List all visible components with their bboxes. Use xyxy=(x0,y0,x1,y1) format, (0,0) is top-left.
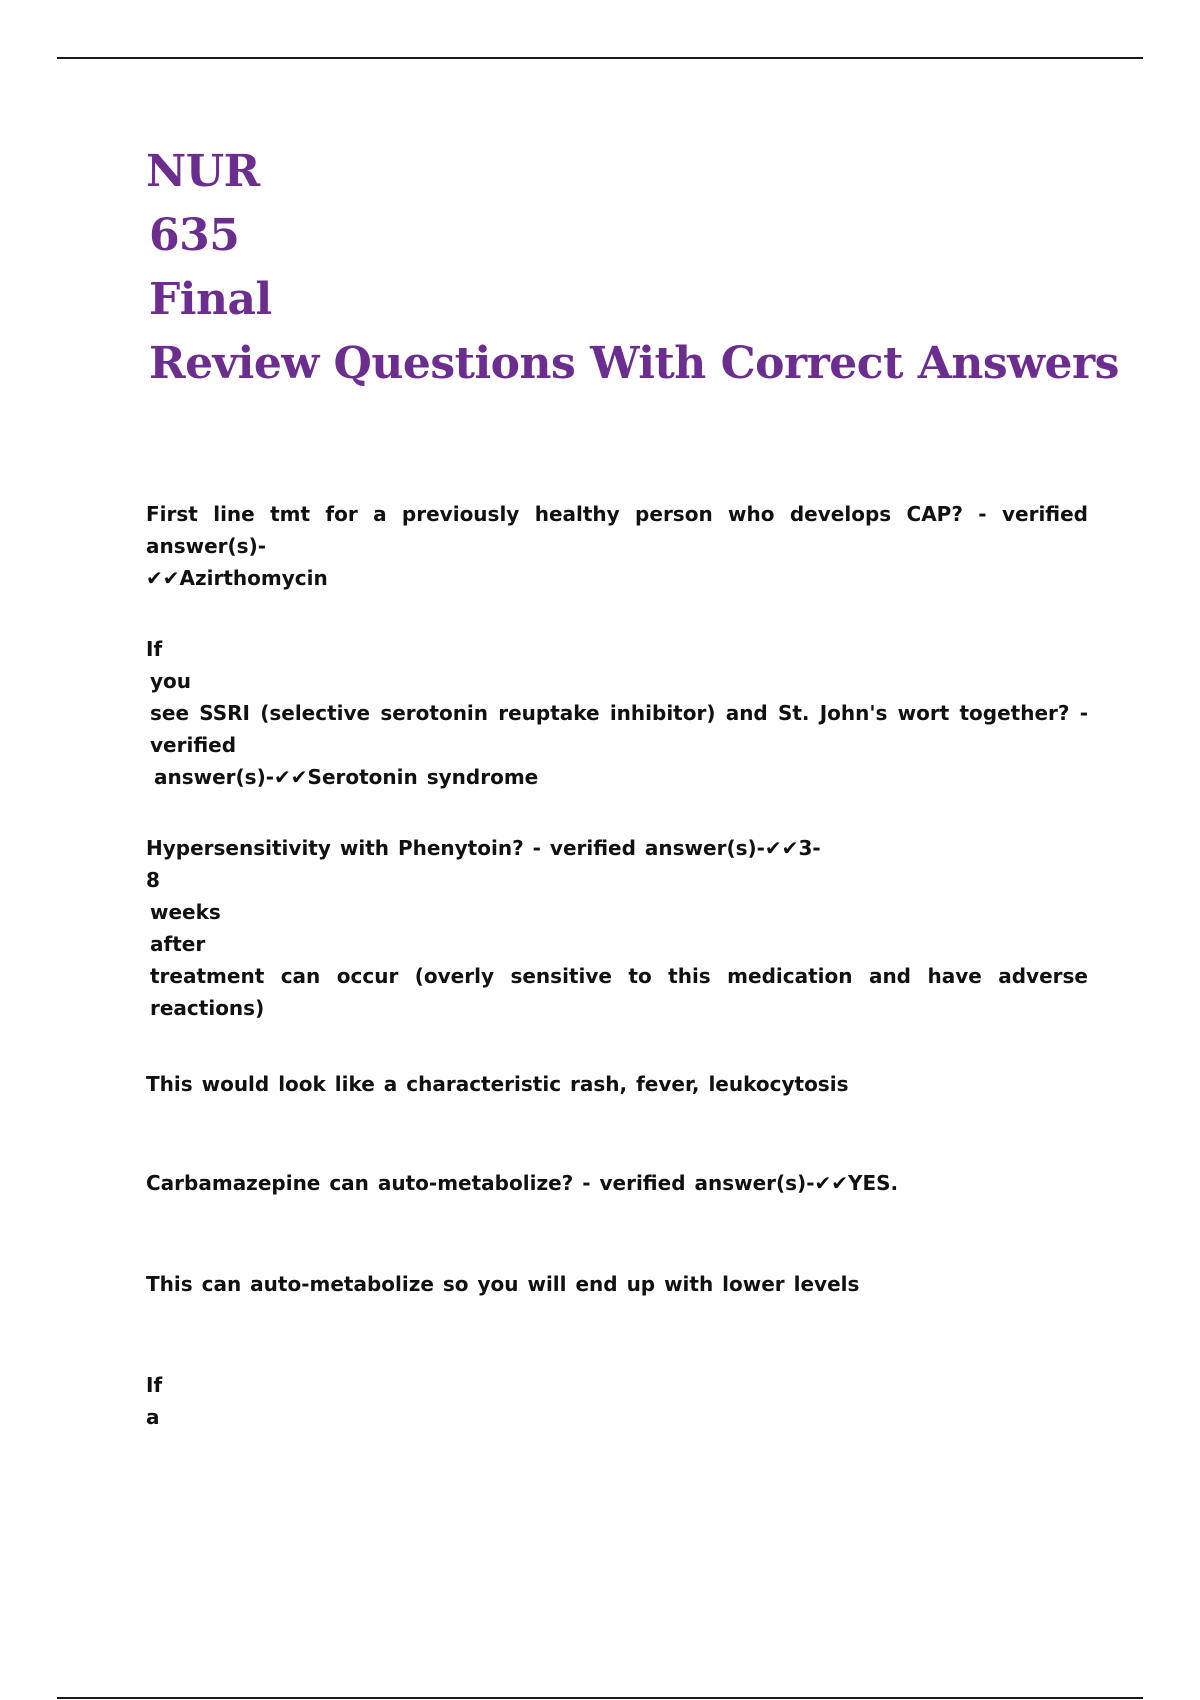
question-text-line-3: see SSRI (selective serotonin reuptake inhibitor) and St. John's wort together? - verified xyxy=(150,701,1088,757)
title-line-3: Final xyxy=(149,274,272,325)
title-line-1: NUR xyxy=(146,146,260,197)
answer-text-line-2: 8 xyxy=(146,868,160,892)
question-ssri-st-johns-wort xyxy=(146,633,1088,793)
paragraph-auto-metabolize xyxy=(146,1268,1088,1300)
header-rule xyxy=(57,57,1143,59)
paragraph-rash-description xyxy=(146,1068,1088,1100)
answer-text: answer(s)-✔✔Serotonin syndrome xyxy=(154,765,539,789)
question-text: Carbamazepine can auto-metabolize? - verified answer(s)-✔✔YES. xyxy=(146,1171,899,1195)
question-text-line-2: you xyxy=(150,669,192,693)
question-carbamazepine xyxy=(146,1167,1088,1199)
question-phenytoin-hypersensitivity xyxy=(146,832,1088,1024)
document-title xyxy=(146,140,1119,396)
question-text-line-1: Hypersensitivity with Phenytoin? - verified answer(s)-✔✔3- xyxy=(146,836,821,860)
title-line-4: Review Questions With Correct Answers xyxy=(149,338,1119,389)
question-text-line-2: a xyxy=(146,1405,160,1429)
paragraph-text: This would look like a characteristic rash, fever, leukocytosis xyxy=(146,1072,849,1096)
question-cap-treatment xyxy=(146,498,1088,594)
question-text-line-1: If xyxy=(146,1373,163,1397)
question-partial xyxy=(146,1369,1088,1433)
question-text-line-1: If xyxy=(146,637,163,661)
paragraph-text: This can auto-metabolize so you will end up with lower levels xyxy=(146,1272,860,1296)
title-line-2: 635 xyxy=(149,210,240,261)
footer-rule xyxy=(57,1697,1143,1699)
question-text: First line tmt for a previously healthy person who develops CAP? - verified answer(s)- xyxy=(146,502,1088,558)
answer-text-line-3: weeks xyxy=(150,900,221,924)
answer-text-line-4: after xyxy=(150,932,206,956)
answer-text: ✔✔Azirthomycin xyxy=(146,566,328,590)
answer-text-line-5: treatment can occur (overly sensitive to this medication and have adverse reactions) xyxy=(150,964,1088,1020)
